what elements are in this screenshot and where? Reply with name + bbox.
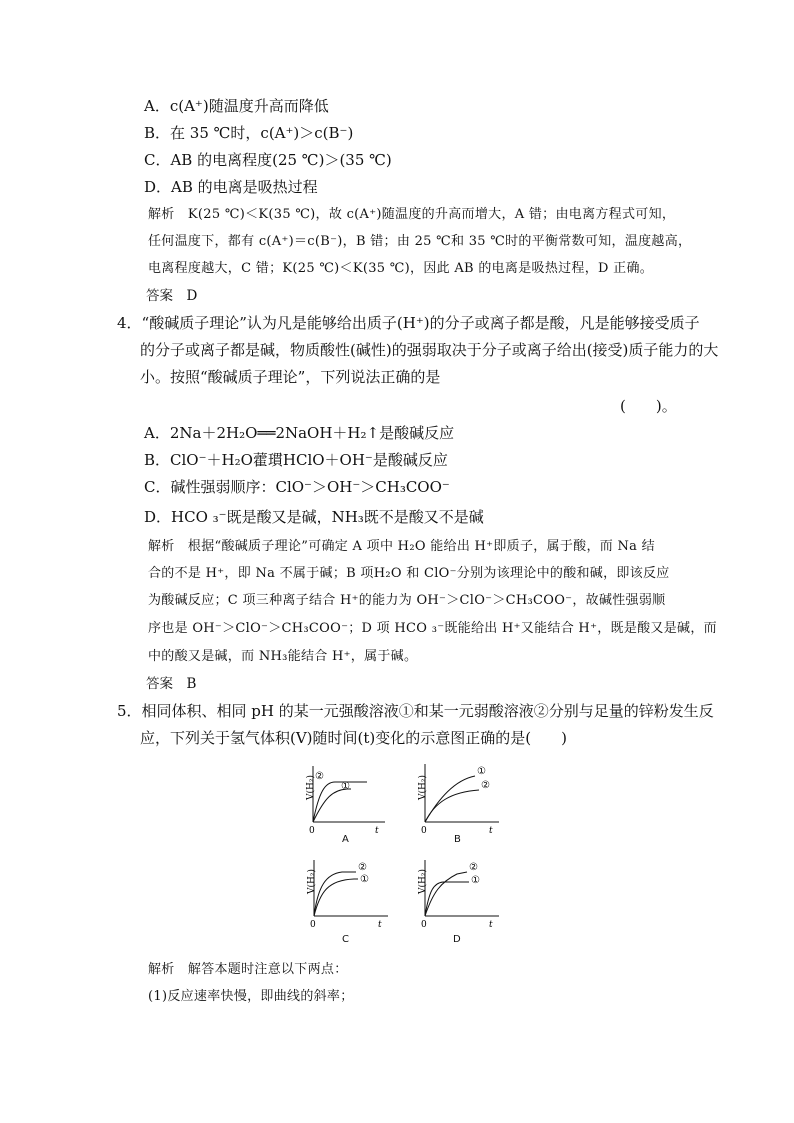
graph-c-label: C [342,934,349,945]
curve-1 [314,879,358,916]
q3-answer: 答案 D [146,288,198,304]
origin-label: 0 [421,920,427,930]
q5-stem-line: 应，下列关于氢气体积(V)随时间(t)变化的示意图正确的是( ) [140,729,567,747]
q4-answer-blank: ( )。 [620,397,677,415]
q3-option-c: C．AB 的电离程度(25 ℃)＞(35 ℃) [144,151,392,169]
q4-option-b: B．ClO⁻＋H₂O藿瑻HClO＋OH⁻是酸碱反应 [144,451,448,469]
q4-option-c: C．碱性强弱顺序：ClO⁻＞OH⁻＞CH₃COO⁻ [144,478,450,496]
graph-a-label: A [342,834,349,845]
q3-explanation-line: 电离程度越大，C 错；K(25 ℃)＜K(35 ℃)，因此 AB 的电离是吸热过程，D 正确。 [148,261,654,276]
y-axis-label: V(H₂) [418,775,428,800]
q5-stem-line: 5．相同体积、相同 pH 的某一元强酸溶液①和某一元弱酸溶液②分别与足量的锌粉发生反 [117,702,714,720]
curve-1 [313,789,351,822]
q4-explanation-line: 为酸碱反应；C 项三种离子结合 H⁺的能力为 OH⁻＞ClO⁻＞CH₃COO⁻，故碱性强弱顺 [148,593,666,608]
q4-option-d: D．HCO ₃⁻既是酸又是碱，NH₃既不是酸又不是碱 [144,508,484,526]
q4-stem-line: 4．“酸碱质子理论”认为凡是能够给出质子(H⁺)的分子或离子都是酸，凡是能够接受质子 [117,314,700,332]
origin-label: 0 [421,826,427,836]
x-axis-label: t [489,826,493,836]
curve-bottom-label: ② [481,780,490,791]
curve-top-label: ② [315,771,324,782]
y-axis-label: V(H₂) [418,869,428,894]
graph-b [405,758,505,842]
q4-explanation-line: 序也是 OH⁻＞ClO⁻＞CH₃COO⁻；D 项 HCO ₃⁻既能给出 H⁺又能结合 H⁺，既是酸又是碱，而 [148,621,717,636]
x-axis-label: t [378,920,382,930]
graph-d [407,856,507,932]
curve-2 [425,790,479,822]
graph-b-label: B [454,834,461,845]
q4-stem-line: 的分子或离子都是碱，物质酸性(碱性)的强弱取决于分子或离子给出(接受)质子能力的大 [140,341,719,359]
q4-explanation-line: 解析 根据“酸碱质子理论”可确定 A 项中 H₂O 能给出 H⁺即质子，属于酸，而 Na 结 [148,539,655,554]
origin-label: 0 [309,826,315,836]
q4-answer: 答案 B [146,676,197,692]
q4-option-a: A．2Na＋2H₂O══2NaOH＋H₂↑是酸碱反应 [144,424,455,442]
curve-2 [314,872,356,916]
q5-explanation-line: 解析 解答本题时注意以下两点： [148,962,348,977]
q3-option-a: A．c(A⁺)随温度升高而降低 [144,97,329,115]
curve-top-label: ② [469,862,478,873]
q3-option-d: D．AB 的电离是吸热过程 [144,178,318,196]
curve-1 [425,776,475,822]
curve-bottom-label: ① [360,874,369,885]
graph-c [296,856,396,932]
y-axis-label: V(H₂) [307,869,317,894]
y-axis-label: V(H₂) [306,775,316,800]
x-axis-label: t [375,826,379,836]
q3-option-b: B．在 35 ℃时，c(A⁺)＞c(B⁻) [144,124,354,142]
curve-bottom-label: ① [341,781,350,792]
x-axis-label: t [489,920,493,930]
q3-explanation-line: 解析 K(25 ℃)＜K(35 ℃)，故 c(A⁺)随温度的升高而增大，A 错；由电离方程式可知， [148,207,676,222]
q4-explanation-line: 合的不是 H⁺，即 Na 不属于碱；B 项H₂O 和 ClO⁻分别为该理论中的酸和碱，即该反应 [148,566,670,581]
curve-2 [425,872,467,916]
graph-d-label: D [453,934,461,945]
q4-explanation-line: 中的酸又是碱，而 NH₃能结合 H⁺，属于碱。 [148,649,418,664]
q3-explanation-line: 任何温度下，都有 c(A⁺)＝c(B⁻)，B 错；由 25 ℃和 35 ℃时的平衡常数可知，温度越高， [148,234,692,249]
curve-top-label: ② [358,862,367,873]
origin-label: 0 [310,920,316,930]
curve-top-label: ① [477,766,486,777]
curve-bottom-label: ① [471,875,480,886]
q5-explanation-line: (1)反应速率快慢，即曲线的斜率； [148,989,354,1004]
graph-a [295,762,391,842]
q4-stem-line: 小。按照“酸碱质子理论”，下列说法正确的是 [140,368,441,386]
curve-2 [313,782,367,822]
